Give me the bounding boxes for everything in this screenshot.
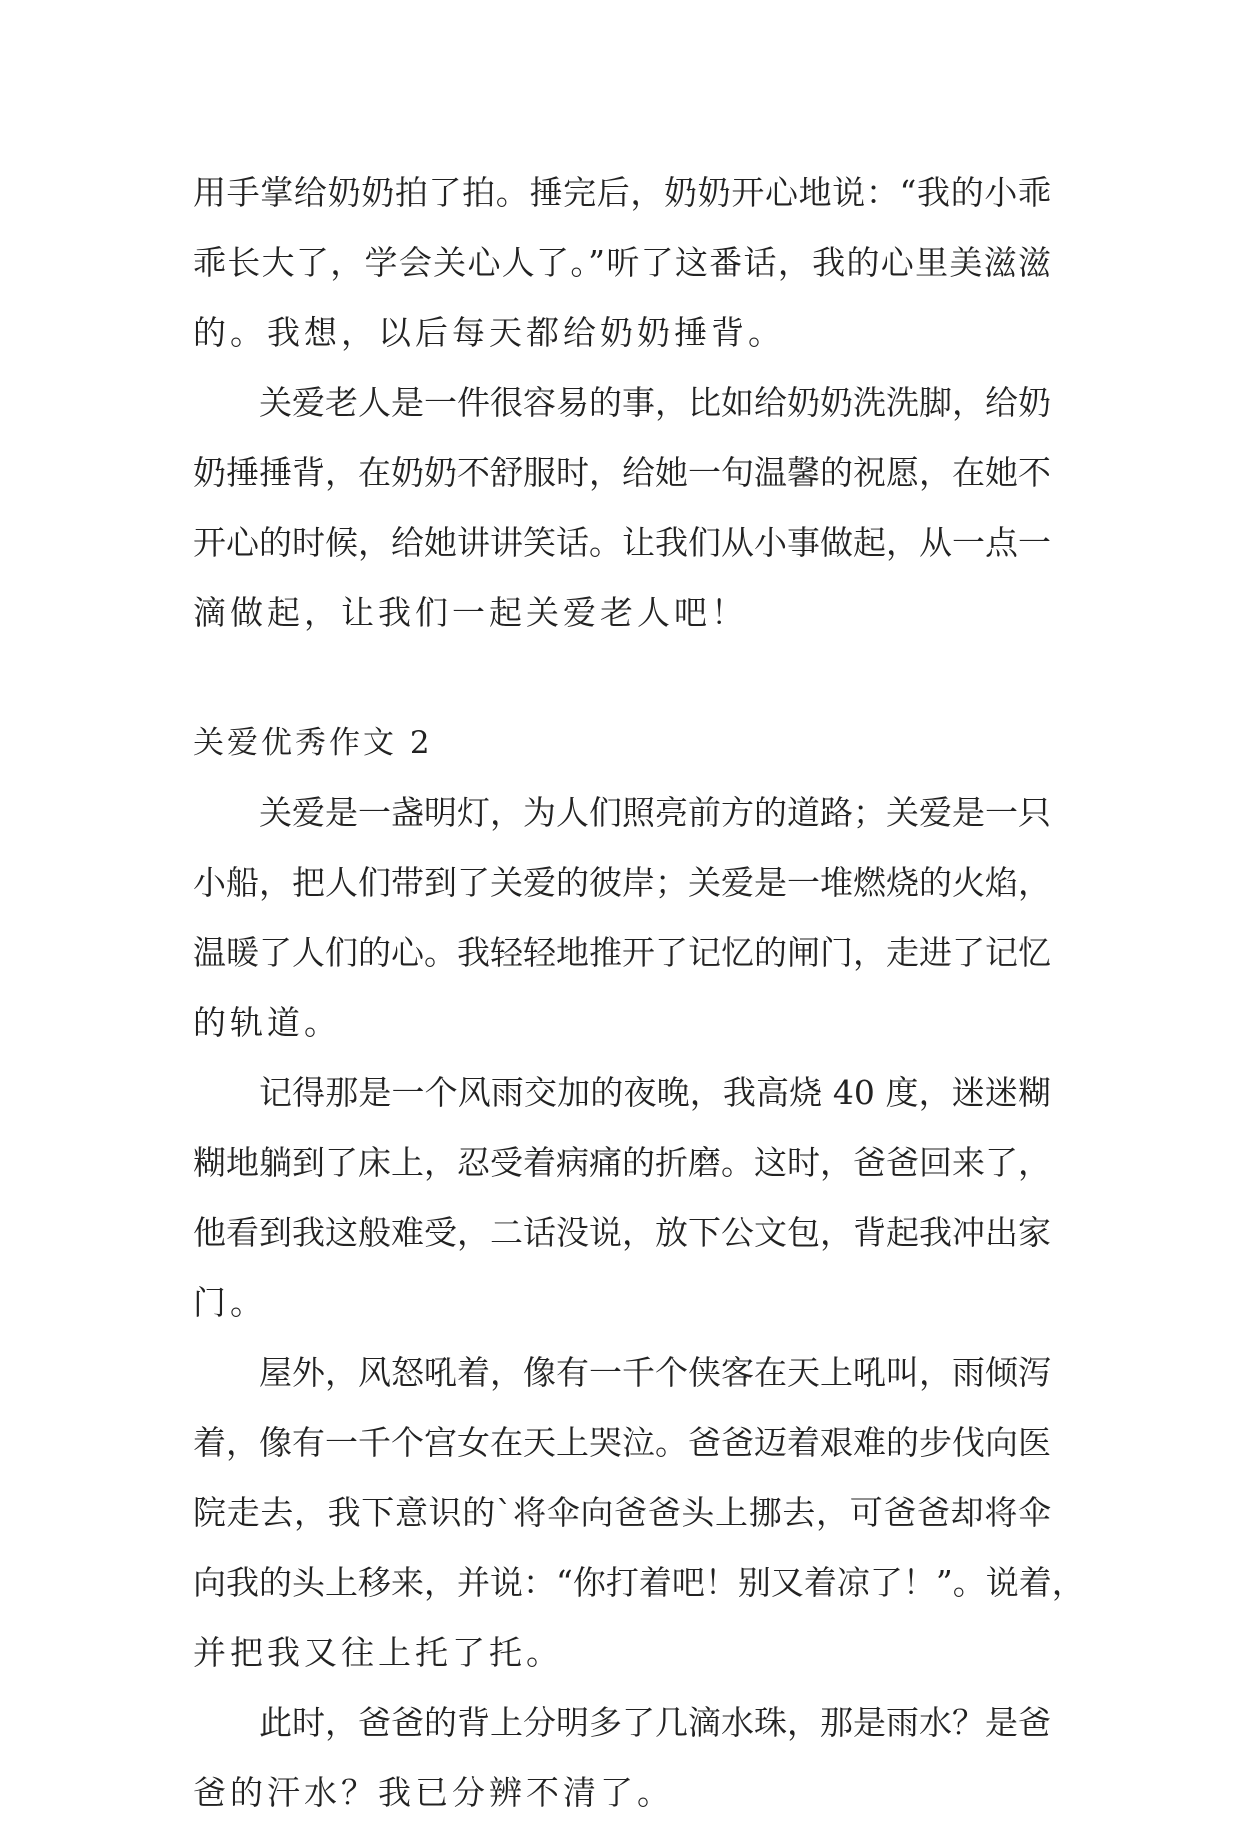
text-line: 用手掌给奶奶拍了拍。捶完后，奶奶开心地说：“我的小乖 [193, 173, 1051, 212]
text-line: 记得那是一个风雨交加的夜晚，我高烧 40 度，迷迷糊 [259, 1073, 1051, 1112]
text-line: 着，像有一千个宫女在天上哭泣。爸爸迈着艰难的步伐向医 [193, 1423, 1051, 1462]
paragraph [193, 778, 1051, 1058]
text-line: 他看到我这般难受，二话没说，放下公文包，背起我冲出家 [193, 1213, 1051, 1252]
paragraph [193, 368, 1051, 648]
text-line: 开心的时候，给她讲讲笑话。让我们从小事做起，从一点一 [193, 523, 1051, 562]
text-line: 院走去，我下意识的`将伞向爸爸头上挪去，可爸爸却将伞 [193, 1493, 1051, 1532]
text-line: 温暖了人们的心。我轻轻地推开了记忆的闸门，走进了记忆 [193, 933, 1051, 972]
text-line: 关爱是一盏明灯，为人们照亮前方的道路；关爱是一只 [259, 793, 1051, 832]
section-title: 关爱优秀作文 2 [193, 725, 433, 761]
text-line: 乖长大了，学会关心人了。”听了这番话，我的心里美滋滋 [193, 243, 1051, 282]
text-line: 小船，把人们带到了关爱的彼岸；关爱是一堆燃烧的火焰， [193, 863, 1051, 902]
text-line: 向我的头上移来，并说：“你打着吧！别又着凉了！”。说着， [193, 1563, 1085, 1602]
text-line: 的。我想，以后每天都给奶奶捶背。 [193, 313, 785, 352]
paragraph [193, 1688, 1051, 1828]
text-line: 奶捶捶背，在奶奶不舒服时，给她一句温馨的祝愿，在她不 [193, 453, 1051, 492]
document-body [193, 158, 1085, 1828]
text-line: 的轨道。 [193, 1003, 341, 1042]
section-spacer [193, 648, 1051, 708]
text-line: 屋外，风怒吼着，像有一千个侠客在天上吼叫，雨倾泻 [259, 1353, 1051, 1392]
paragraph [193, 1058, 1051, 1338]
text-line: 滴做起，让我们一起关爱老人吧！ [193, 593, 748, 632]
text-line: 关爱老人是一件很容易的事，比如给奶奶洗洗脚，给奶 [259, 383, 1051, 422]
paragraph [193, 158, 1051, 368]
text-line: 此时，爸爸的背上分明多了几滴水珠，那是雨水？是爸 [259, 1703, 1051, 1742]
text-line: 门。 [193, 1283, 267, 1322]
text-line: 糊地躺到了床上，忍受着病痛的折磨。这时，爸爸回来了， [193, 1143, 1051, 1182]
text-line: 爸的汗水？我已分辨不清了。 [193, 1773, 674, 1812]
text-line: 并把我又往上托了托。 [193, 1633, 563, 1672]
paragraph [193, 1338, 1085, 1688]
